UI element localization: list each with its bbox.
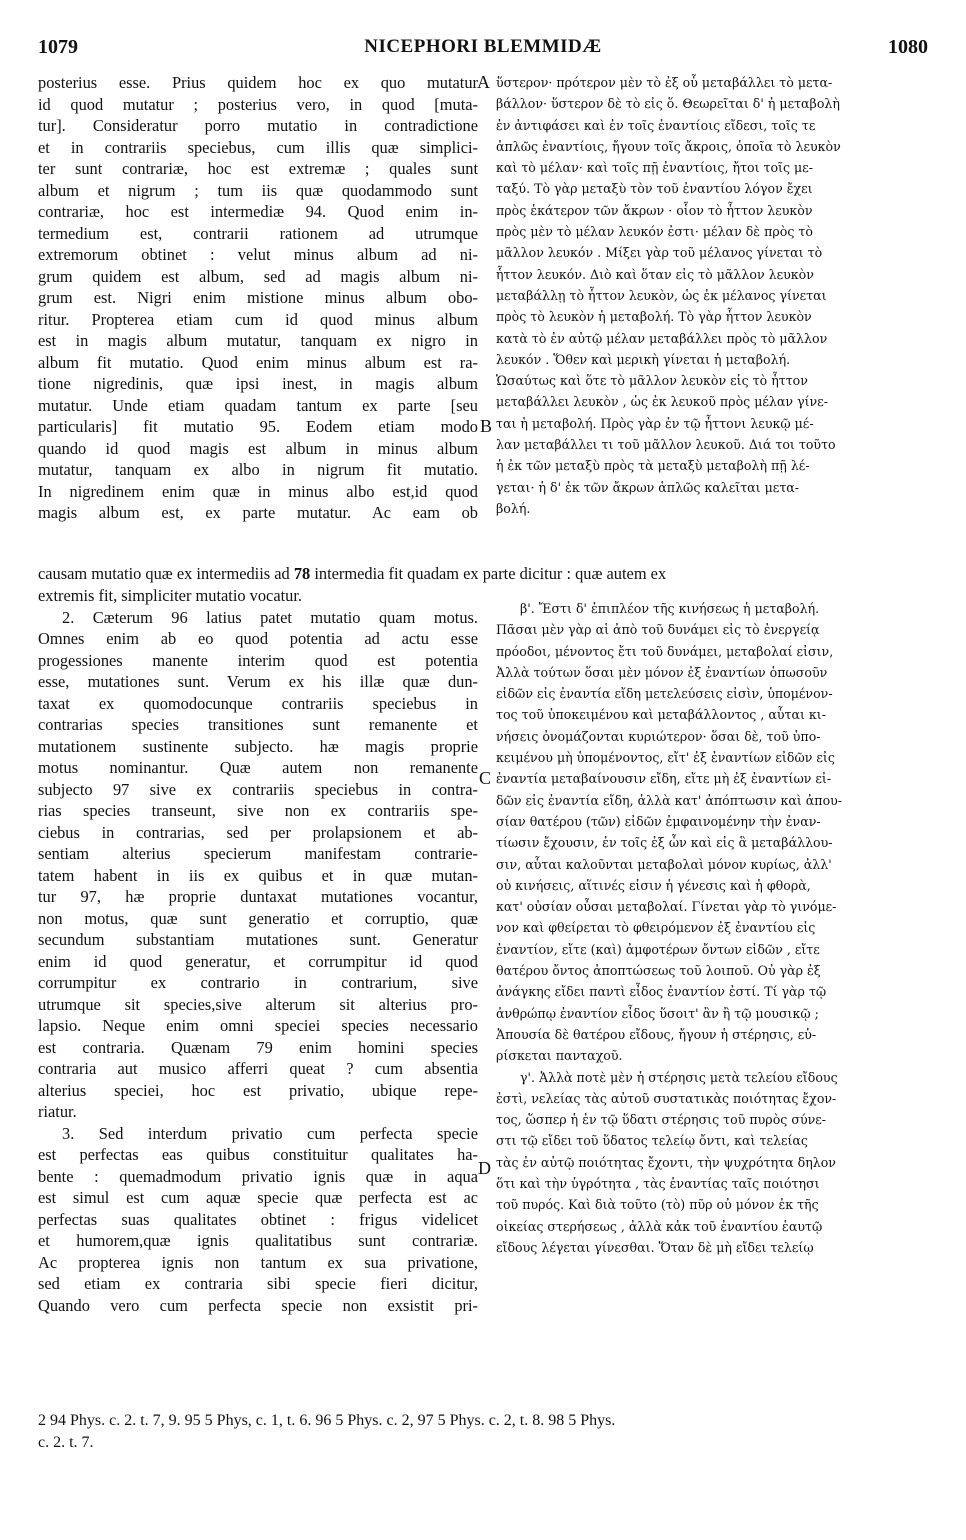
text-line: tatem habent in iis ex quibus et in quæ mutan- — [38, 865, 478, 885]
text-line: τος τοῦ ὑποκειμένου καὶ μεταβάλλοντος , αὗται κι- — [496, 707, 827, 723]
text-line: βολή. — [496, 500, 531, 516]
text-line: νον καὶ φθείρεται τὸ φθειρόμενον ἐξ ἐναντίου εἰς — [496, 920, 816, 936]
text-line: τος, ὥσπερ ἡ ἐν τῷ ὕδατι στέρησις τοῦ πυρὸς σύνε- — [496, 1112, 827, 1128]
text-line: ρίσκεται πανταχοῦ. — [496, 1048, 623, 1064]
text-line: εἰδῶν εἰς ἐναντία εἴδη μετελεύσεις εἰσὶν, ὑπομένον- — [496, 686, 833, 702]
text-line: tur 97, hæ proprie duntaxat mutationes vocantur, — [38, 887, 478, 906]
full-line-before: causam mutatio quæ ex intermediis ad — [38, 564, 290, 583]
text-line: extremis fit, simpliciter mutatio vocatur. — [38, 586, 303, 605]
running-title: NICEPHORI BLEMMIDÆ — [364, 36, 602, 57]
text-line: 3. Sed interdum privatio cum perfecta specie — [62, 1123, 478, 1143]
text-line: id quod mutatur ; posterius vero, in quod [muta- — [38, 94, 478, 114]
text-line: utrumque sit species,sive alterum sit alterius pro- — [38, 994, 478, 1014]
text-line: οὐ κινήσεις, αἵτινές εἰσιν ἡ γένεσις καὶ ἡ φθορὰ, — [496, 877, 811, 893]
text-line: et in contrariis speciebus, cum illis quæ simplici- — [38, 137, 478, 157]
text-line: sentiam alterius specierum manifestam contrarie- — [38, 844, 478, 863]
text-line: ἀνθρώπῳ ἐναντίον εἶδος ὕσοιτ' ἂν ἢ τῷ μουσικῷ ; — [496, 1005, 819, 1021]
text-line: alterius speciei, hoc est privatio, ubique repe- — [38, 1080, 478, 1100]
text-line: est in magis album mutatur, tanquam ex nigro in — [38, 331, 478, 350]
text-line: est contraria. Quænam 79 enim homini species — [38, 1037, 478, 1057]
text-line: κατ' οὐσίαν οὖσαι μεταβολαί. Γίνεται γὰρ τὸ γινόμε- — [496, 899, 837, 915]
text-line: ciebus in contrarias, sed per prolapsionem et ab- — [38, 822, 478, 842]
text-line: subjecto 97 sive ex contrariis speciebus in contra- — [38, 779, 478, 799]
text-line: σίαν θατέρου (τῶν) εἰδῶν ἐμφαινομένην τὴν ἐναν- — [496, 813, 821, 829]
text-line: progessiones manente interim quod est potentia — [38, 650, 478, 670]
text-line: est perfectas eas quibus constituitur qualitates ha- — [38, 1145, 478, 1164]
text-line: νήσεις ὀνομάζονται κυριώτερον· ὅσαι δὲ, τοῦ ὑπο- — [496, 728, 821, 744]
text-line: στι τῷ εἴδει τοῦ ὕδατος τελείῳ ὄντι, καὶ τελείας — [496, 1133, 808, 1149]
text-line: extremorum obtinet : velut minus album ad ni- — [38, 245, 478, 264]
page-number-left: 1079 — [38, 36, 78, 58]
text-line: non motus, quæ sunt generatio et corruptio, quæ — [38, 908, 478, 928]
text-line: πρὸς μὲν τὸ μέλαν λευκόν ἐστι· μέλαν δὲ πρὸς τὸ — [496, 224, 813, 240]
text-line: Ὡσαύτως καὶ ὅτε τὸ μᾶλλον λευκὸν εἰς τὸ ἧττον — [496, 373, 808, 389]
text-line: μᾶλλον λευκόν . Μίξει γὰρ τοῦ μέλανος γίνεται τὸ — [496, 245, 823, 261]
text-line: contrariæ, hoc est intermediæ 94. Quod enim in- — [38, 202, 478, 221]
text-line: ἡ ἐκ τῶν μεταξὺ πρὸς τὰ μεταξὺ μεταβολὴ πῇ λέ- — [496, 458, 810, 474]
text-line: enim id quod generatur, et corrumpitur id quod — [38, 951, 478, 971]
text-line: esse, mutationes sunt. Verum ex his illæ quæ dun- — [38, 672, 478, 691]
footnote-line: 2 94 Phys. c. 2. t. 7, 9. 95 5 Phys, c. 1, t. 6. 96 5 Phys. c. 2, 97 5 Phys. c. 2, t. 8. 98 5 Phys. — [38, 1412, 616, 1429]
latin-column-top — [38, 72, 478, 524]
text-line: λευκόν . Ὅθεν καὶ μερικὴ γίνεται ἡ μεταβολή. — [496, 351, 791, 367]
text-line: perfectas suas qualitates obtinet : frigus videlicet — [38, 1209, 478, 1229]
text-line: κειμένου μὴ ὑπομένοντος, εἴτ' ἐξ ἐναντίων εἰδῶν εἰς — [496, 750, 835, 766]
text-line: album fit mutatio. Quod enim minus album est ra- — [38, 352, 478, 372]
text-line: taxat ex quomodocunque contrariis speciebus in — [38, 693, 478, 713]
text-line: Omnes enim ab eo quod potentia ad actu esse — [38, 629, 478, 648]
text-line: ἐναντία μεταβαίνουσιν εἴδη, εἴτε μὴ ἐξ ἐναντίων εἰ- — [496, 771, 832, 787]
text-line: grum quidem est album, sed ad magis album ni- — [38, 266, 478, 286]
text-line: ἐστὶ, νελείας τὰς αὐτοῦ συστατικὰς ποιότητας ἔχον- — [496, 1090, 837, 1106]
text-line: lapsio. Neque enim omni speciei species necessario — [38, 1016, 478, 1035]
margin-marker-c: C — [479, 768, 492, 788]
text-line: sed etiam ex contraria sibi specie fieri dicitur, — [38, 1274, 478, 1293]
text-line: πρὸς ἑκάτερον τῶν ἄκρων · οἷον τὸ ἧττον λευκὸν — [496, 202, 813, 218]
text-line: quando id quod magis est album in minus album — [38, 438, 478, 458]
text-line: tur]. Consideratur porro mutatio in contradictione — [38, 116, 478, 135]
text-line: mutatur, tanquam ex albo in nigrum fit mutatio. — [38, 460, 478, 479]
text-line: particularis] fit mutatio 95. Eodem etiam modo — [38, 417, 478, 436]
footnote-line: c. 2. t. 7. — [38, 1434, 94, 1451]
text-line: ὅτι καὶ τὴν ὑγρότητα , τὰς ἐναντίας ταῖς ποιότησι — [496, 1176, 820, 1192]
text-line: γεται· ἡ δ' ἐκ τῶν ἄκρων ἁπλῶς καλεῖται μετα- — [496, 479, 800, 495]
text-line: ται ἡ μεταβολή. Πρὸς γὰρ ἐν τῷ ἧττονι λευκῷ μέ- — [496, 415, 814, 431]
text-line: ταξύ. Τὸ γὰρ μεταξὺ τὸν τοῦ ἐναντίου λόγον ἔχει — [496, 181, 813, 197]
text-line: λαν μεταβάλλει τι τοῦ μᾶλλον λευκοῦ. Διά τοι τοῦτο — [496, 437, 836, 453]
text-line: κατὰ τὸ ἐν αὐτῷ μέλαν μεταβάλλει πρὸς τὸ μᾶλλον — [496, 330, 828, 346]
text-line: ter sunt contrariæ, hoc est extremæ ; quales sunt — [38, 159, 478, 178]
text-line: γ'. Ἀλλὰ ποτὲ μὲν ἡ στέρησις μετὰ τελείου εἴδους — [520, 1069, 838, 1085]
text-line: βάλλον· ὕστερον δὲ τὸ εἰς ὅ. Θεωρεῖται δ' ἡ μεταβολὴ — [496, 96, 840, 112]
text-line: album et nigrum ; tum iis quæ quodammodo sunt — [38, 180, 478, 200]
text-line: ritur. Propterea etiam cum id quod minus album — [38, 309, 478, 329]
text-line: πρόοδοι, μένοντος ἔτι τοῦ δυνάμει, μεταβολαί εἰσιν, — [496, 643, 834, 659]
text-line: ἁπλῶς ἐναντίοις, ἤγουν τοῖς ἄκροις, ὁποῖα τὸ λευκὸν — [496, 138, 841, 154]
column-number: 78 — [293, 564, 311, 583]
text-line: 2. Cæterum 96 latius patet mutatio quam motus. — [62, 607, 478, 627]
text-line: Ἀπουσία δὲ θατέρου εἴδους, ἤγουν ἡ στέρησις, εὑ- — [496, 1026, 817, 1042]
text-line: mutatur. Unde etiam quadam tantum ex parte [seu — [38, 395, 478, 415]
text-line: magis album est, ex parte mutatur. Ac eam ob — [38, 503, 478, 522]
text-line: τοῦ πυρός. Καὶ διὰ τοῦτο (τὸ) πῦρ οὐ μόνον ἐκ τῆς — [496, 1197, 819, 1213]
text-line: tione nigredinis, quæ ipsi inest, in magis album — [38, 374, 478, 393]
text-line: riatur. — [38, 1102, 77, 1121]
text-line: μεταβάλλει λευκὸν , ὡς ἐκ λευκοῦ πρὸς μέλαν γίνε- — [496, 394, 828, 410]
text-line: ὕστερον· πρότερον μὲν τὸ ἐξ οὗ μεταβάλλει τὸ μετα- — [496, 75, 833, 90]
text-line: posterius esse. Prius quidem hoc ex quo mutatur — [38, 73, 478, 92]
text-line: est simul est cum aquæ specie quæ perfecta est ac — [38, 1188, 478, 1207]
text-line: τίωσιν ἔχουσιν, ἐν τοῖς ἐξ ὧν καὶ εἰς ἃ μεταβάλλου- — [496, 835, 833, 851]
text-line: πρὸς τὸ λευκὸν ἡ μεταβολή. Τὸ γὰρ ἧττον λευκὸν — [496, 309, 812, 325]
text-line: Πᾶσαι μὲν γὰρ αἱ ἀπὸ τοῦ δυνάμει εἰς τὸ ἐνεργείᾳ — [496, 622, 820, 638]
text-line: Quando vero cum perfecta specie non exsistit pri- — [38, 1295, 478, 1315]
text-line: et humorem,quæ ignis qualitatibus sunt contrariæ. — [38, 1231, 478, 1250]
text-line: καὶ τὸ μέλαν· καὶ τοῖς πῇ ἐναντίοις, ἤτοι τοῖς με- — [496, 160, 814, 176]
text-line: rias species transeunt, sive non ex contrariis spe- — [38, 801, 478, 820]
text-line: mutationem sustinente subjecto. hæ magis proprie — [38, 736, 478, 756]
text-line: grum est. Nigri enim mistione minus album obo- — [38, 288, 478, 307]
greek-column-top — [496, 72, 932, 519]
text-line: contrarias species transitiones sunt remanente et — [38, 715, 478, 734]
text-line: ἧττον λευκόν. Διὸ καὶ ὅταν εἰς τὸ μᾶλλον λευκὸν — [496, 266, 814, 282]
text-line: σιν, αὗται καλοῦνται μεταβολαὶ μόνον κυρίως, ἀλλ' — [496, 856, 832, 872]
page-header — [38, 36, 928, 66]
text-line: μεταβάλλῃ τὸ ἧττον λευκὸν, ὡς ἐκ μέλανος γίνεται — [496, 287, 827, 303]
text-line: Ἀλλὰ τούτων ὅσαι μὲν μόνον ἐξ ἐναντίων ὁπωσοῦν — [496, 664, 828, 680]
text-line: θατέρου ὄντος ἀποπτώσεως τοῦ λοιποῦ. Οὐ γὰρ ἐξ — [496, 963, 821, 979]
text-line: τὰς ἐν αὐτῷ ποιότητας ἔχοντι, τὴν ψυχρότητα δηλον — [496, 1154, 836, 1170]
text-line: corrumpitur ex contrario in contrarium, sive — [38, 973, 478, 992]
text-line: ἐναντίον, εἴτε (καὶ) ἀμφοτέρων ὄντων εἰδῶν , εἴτε — [496, 941, 820, 957]
margin-marker-d: D — [478, 1158, 491, 1178]
greek-column-bottom — [496, 598, 932, 1258]
text-line: In nigredinem enim quæ in minus albo est,id quod — [38, 481, 478, 501]
text-line: Ac propterea ignis non tantum ex sua privatione, — [38, 1252, 478, 1272]
latin-column-bottom — [38, 585, 478, 1316]
text-line: termedium est, contrarii rationem ad utrumque — [38, 223, 478, 243]
text-line: secundum substantiam mutationes sunt. Generatur — [38, 930, 478, 949]
text-line: ἀνάγκης εἴδει παντὶ εἶδος ἐναντίον ἐστί. Τί γὰρ τῷ — [496, 984, 827, 1000]
footnotes — [38, 1410, 932, 1454]
text-line: εἴδους λέγεται γίνεσθαι. Ὅταν δὲ μὴ εἴδει τελείῳ — [496, 1239, 814, 1255]
text-line: β'. Ἔστι δ' ἐπιπλέον τῆς κινήσεως ἡ μεταβολή. — [520, 601, 820, 616]
text-line: δῶν εἰς ἐναντία εἴδη, ἀλλὰ κατ' ἀπόπτωσιν καὶ ἀπου- — [496, 792, 843, 808]
text-line: ἐν ἀντιφάσει καὶ ἐν τοῖς ἐναντίοις εἴδεσι, τοῖς τε — [496, 117, 816, 133]
margin-marker-a: A — [477, 72, 490, 92]
full-line-after: intermedia fit quadam ex parte dicitur : quæ autem ex — [314, 564, 667, 583]
text-line: contraria aut musico afferri queat ? cum absentia — [38, 1059, 478, 1078]
text-line: bente : quemadmodum privatio ignis quæ in aqua — [38, 1166, 478, 1186]
full-width-line — [38, 563, 932, 585]
margin-marker-b: B — [480, 416, 493, 436]
text-line: οἰκείας στερήσεως , ἀλλὰ κἀκ τοῦ ἐναντίου ἑαυτῷ — [496, 1218, 823, 1234]
page-number-right: 1080 — [888, 36, 928, 58]
text-line: motus nominantur. Quæ autem non remanente — [38, 758, 478, 777]
